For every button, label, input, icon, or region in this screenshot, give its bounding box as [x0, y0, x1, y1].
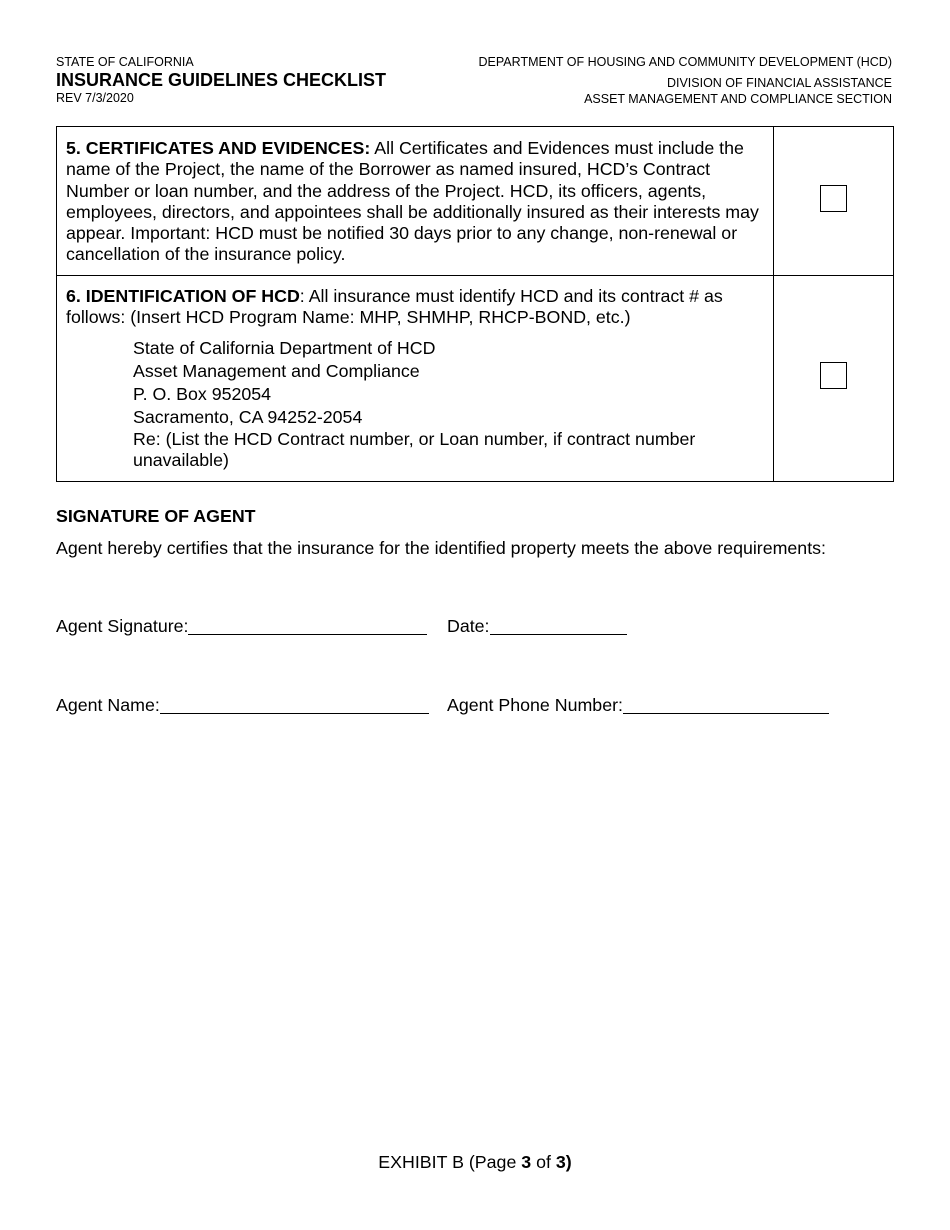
agent-signature-line[interactable]	[188, 616, 427, 635]
document-title: INSURANCE GUIDELINES CHECKLIST	[56, 70, 387, 90]
checklist-item-checkbox-cell	[774, 127, 894, 276]
address-line: Sacramento, CA 94252-2054	[133, 406, 363, 427]
agent-name-line[interactable]	[160, 695, 429, 714]
section-label: ASSET MANAGEMENT AND COMPLIANCE SECTION	[584, 92, 892, 106]
department-label: DEPARTMENT OF HOUSING AND COMMUNITY DEVELOPMENT (HCD)	[478, 55, 892, 69]
footer-prefix: EXHIBIT B (Page	[378, 1152, 522, 1172]
signature-heading: SIGNATURE OF AGENT	[56, 506, 256, 526]
item-heading: 6. IDENTIFICATION OF HCD	[66, 286, 300, 306]
checklist-item-text	[57, 276, 774, 482]
checklist-row-certificates	[57, 127, 894, 276]
item-body: : All insurance must identify HCD and its contract # as follows: (Insert HCD Program Name: MHP, SHMHP, RHCP-BOND, etc.)	[66, 286, 723, 328]
item-heading: 5. CERTIFICATES AND EVIDENCES:	[66, 138, 371, 158]
checklist-table	[56, 126, 894, 482]
agent-phone-label: Agent Phone Number:	[447, 695, 623, 715]
agent-signature-label: Agent Signature:	[56, 616, 189, 636]
state-label: STATE OF CALIFORNIA	[56, 55, 194, 69]
address-line: P. O. Box 952054	[133, 383, 272, 404]
date-field	[447, 616, 627, 637]
header-right	[479, 55, 892, 106]
division-label: DIVISION OF FINANCIAL ASSISTANCE	[666, 76, 892, 90]
identification-checkbox[interactable]	[820, 362, 847, 389]
date-line[interactable]	[490, 616, 627, 635]
footer-total-pages: 3)	[555, 1152, 572, 1172]
footer-page-number: 3	[521, 1152, 532, 1172]
agent-name-label: Agent Name:	[56, 695, 160, 715]
hcd-address-block	[66, 337, 765, 472]
address-line: State of California Department of HCD	[133, 337, 436, 358]
signature-certification-text: Agent hereby certifies that the insurance for the identified property meets the above requirements:	[56, 538, 826, 558]
address-line: Asset Management and Compliance	[133, 360, 420, 381]
agent-name-field	[56, 695, 429, 716]
footer-of: of	[531, 1152, 556, 1172]
item-body: All Certificates and Evidences must include the name of the Project, the name of the Borrower as named insured, HCD’s Contract Number or loan number, and the address of the Project. HCD, its officers, agents, employees, directors, and appointees shall be additionally insured as their interests may appear. Important: HCD must be notified 30 days prior to any change, non-renewal or cancellation of the insurance policy.	[66, 138, 759, 265]
revision-label: REV 7/3/2020	[56, 91, 134, 105]
page-footer	[0, 1152, 950, 1173]
checklist-row-identification	[57, 276, 894, 482]
certificates-checkbox[interactable]	[820, 185, 847, 212]
agent-phone-line[interactable]	[623, 695, 829, 714]
header-left	[56, 55, 386, 105]
address-line: Re: (List the HCD Contract number, or Loan number, if contract number unavailable)	[133, 428, 696, 470]
agent-phone-field	[447, 695, 829, 716]
checklist-item-text	[57, 127, 774, 276]
checklist-item-checkbox-cell	[774, 276, 894, 482]
agent-signature-field	[56, 616, 427, 637]
date-label: Date:	[447, 616, 490, 636]
